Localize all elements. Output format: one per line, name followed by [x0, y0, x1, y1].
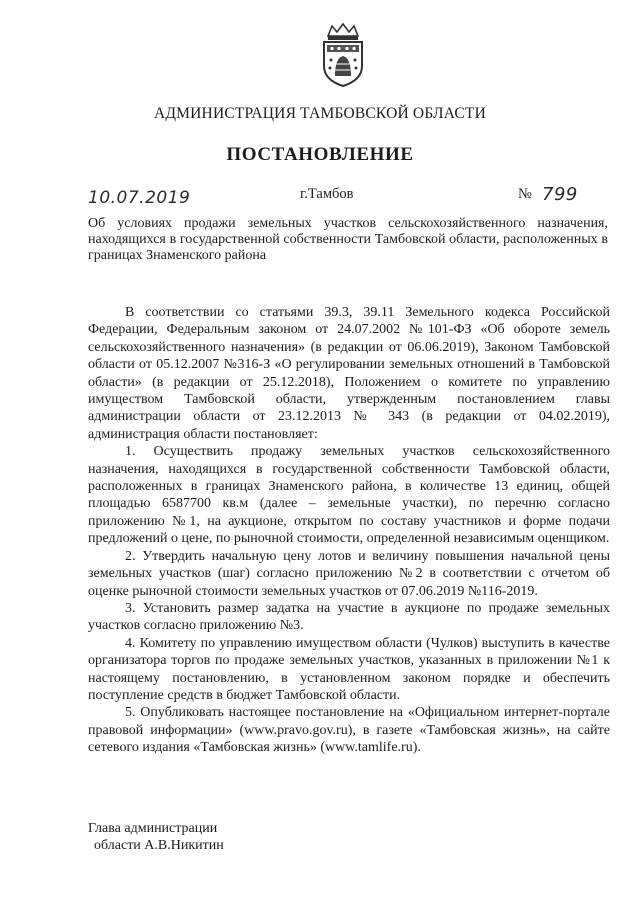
clause-5: 5. Опубликовать настоящее постановление на «Официальном интернет-портале правовой информации» (www.pravo.gov.ru), в газете «Тамбовская жизнь», на сайте сетевого издания «Тамбовская жизнь» (www.tamlife.ru). [88, 705, 610, 756]
coat-of-arms-icon [318, 22, 368, 88]
document-number: 799 [542, 184, 578, 205]
document-title: Об условиях продажи земельных участков сельскохозяйственного назначения, находящихся в государственной собственности Тамбовской области, расположенных в границах Знаменского района [88, 216, 608, 263]
clause-2: 2. Утвердить начальную цену лотов и величину повышения начальной цены земельных участков (шаг) согласно приложению №2 в соответствии с отчетом об оценке рыночной стоимости земельных участков от 07.06.2019 №116-2019. [88, 548, 610, 599]
clause-4: 4. Комитету по управлению имуществом области (Чулков) выступить в качестве организатора торгов по продаже земельных участков, указанных в приложении №1 к настоящему постановлению, в установленном законом порядке и обеспечить поступление средств в бюджет Тамбовской области. [88, 635, 610, 703]
number-label: № [518, 186, 532, 202]
signature-name: области А.В.Никитин [94, 838, 224, 853]
document-city: г.Тамбов [300, 186, 354, 202]
signature-block [88, 820, 224, 854]
document-type: ПОСТАНОВЛЕНИЕ [226, 144, 414, 165]
preamble: В соответствии со статьями 39.3, 39.11 Земельного кодекса Российской Федерации, Федеральным законом от 24.07.2002 №101-ФЗ «Об обороте земель сельскохозяйственного назначения» (в редакции от 06.06.2019), Законом Тамбовской области от 05.12.2007 №316-З «О регулировании земельных отношений в Тамбовской области» (в редакции от 25.12.2018), Положением о комитете по управлению имуществом Тамбовской области, утвержденным постановлением главы администрации области от 23.12.2013 № 343 (в редакции от 04.02.2019), администрация области постановляет: [88, 305, 610, 442]
signature-position: Глава администрации [88, 821, 218, 836]
document-date: 10.07.2019 [88, 188, 191, 208]
document-body [88, 304, 610, 757]
clause-1: 1. Осуществить продажу земельных участков сельскохозяйственного назначения, находящихся в государственной собственности Тамбовской области, расположенных в границах Знаменского района, в количестве 13 единиц, общей площадью 6587700 кв.м (далее – земельные участки), по перечню согласно приложению №1, на аукционе, открытом по составу участников и форме подачи предложений о цене, по рыночной стоимости, определенной независимым оценщиком. [88, 444, 610, 547]
organization-name: АДМИНИСТРАЦИЯ ТАМБОВСКОЙ ОБЛАСТИ [154, 105, 486, 122]
clause-3: 3. Установить размер задатка на участие в аукционе по продаже земельных участков согласно приложению №3. [88, 600, 610, 634]
